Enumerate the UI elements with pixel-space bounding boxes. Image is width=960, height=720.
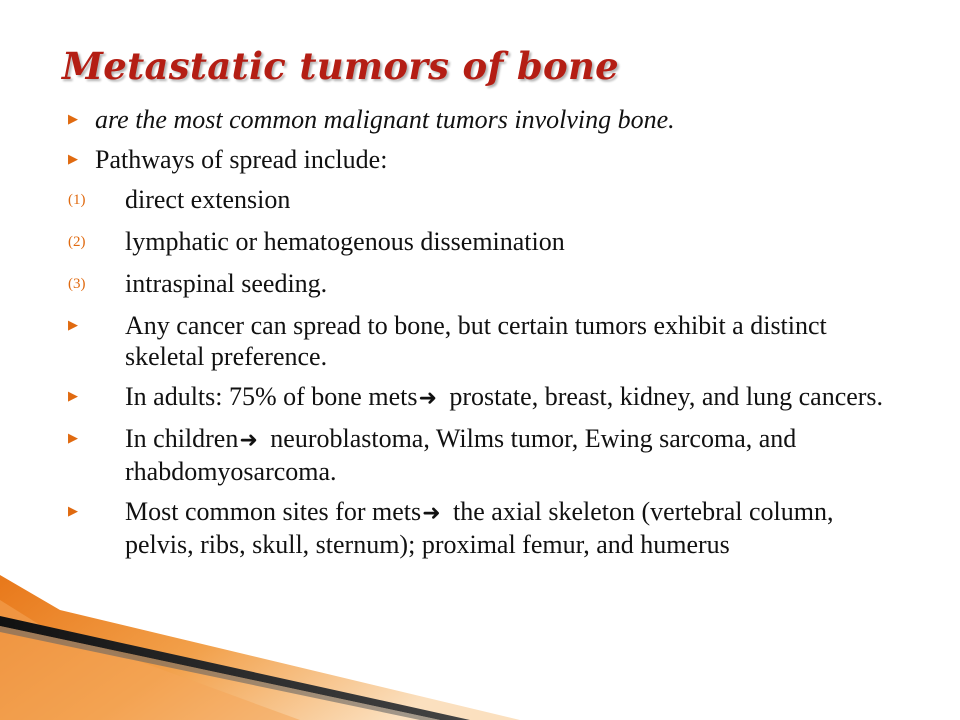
bullet-text bbox=[125, 496, 908, 560]
numbered-text: lymphatic or hematogenous dissemination bbox=[125, 227, 565, 256]
triangle-right-icon: ▶ bbox=[68, 112, 78, 127]
bullet-list bbox=[68, 104, 908, 569]
item-number: (3) bbox=[68, 276, 86, 292]
bullet-text bbox=[125, 381, 908, 414]
bullet-text bbox=[125, 423, 908, 487]
triangle-right-icon: ▶ bbox=[68, 389, 78, 404]
orange-wedge bbox=[0, 575, 520, 720]
bullet-item bbox=[68, 310, 908, 372]
bullet-text-part: In children bbox=[125, 424, 239, 453]
bullet-item bbox=[68, 381, 908, 414]
numbered-text: intraspinal seeding. bbox=[125, 269, 328, 298]
bullet-text-part: the axial skeleton (vertebral column, pelvis, ribs, skull, sternum); proximal femur, and humerus bbox=[125, 497, 834, 559]
triangle-right-icon: ▶ bbox=[68, 431, 78, 446]
item-number: (1) bbox=[68, 192, 86, 208]
arrow-right-icon: ➜ bbox=[418, 386, 437, 411]
triangle-right-icon: ▶ bbox=[68, 504, 78, 519]
bullet-item bbox=[68, 104, 908, 135]
numbered-item bbox=[68, 184, 908, 217]
triangle-right-icon: ▶ bbox=[68, 152, 78, 167]
dark-stripe bbox=[0, 616, 470, 720]
bullet-item bbox=[68, 423, 908, 487]
bullet-text-part: Most common sites for mets bbox=[125, 497, 422, 526]
bullet-text-part: In adults: 75% of bone mets bbox=[125, 382, 418, 411]
bullet-text: Any cancer can spread to bone, but certain tumors exhibit a distinct skeletal preference. bbox=[125, 311, 827, 371]
dark-stripe-shadow bbox=[0, 626, 440, 720]
orange-wedge-light bbox=[0, 600, 300, 720]
bullet-text: are the most common malignant tumors involving bone. bbox=[95, 105, 675, 134]
bullet-item bbox=[68, 144, 908, 175]
triangle-right-icon: ▶ bbox=[68, 318, 78, 333]
page-title: Metastatic tumors of bone bbox=[62, 44, 620, 88]
item-number: (2) bbox=[68, 234, 86, 250]
bullet-text: Pathways of spread include: bbox=[95, 145, 388, 174]
arrow-right-icon: ➜ bbox=[239, 428, 258, 453]
bullet-item bbox=[68, 496, 908, 560]
numbered-text: direct extension bbox=[125, 185, 291, 214]
numbered-item bbox=[68, 226, 908, 259]
arrow-right-icon: ➜ bbox=[422, 501, 441, 526]
bullet-text-part: prostate, breast, kidney, and lung cancers. bbox=[442, 382, 884, 411]
numbered-item bbox=[68, 268, 908, 301]
bullet-text-part: neuroblastoma, Wilms tumor, Ewing sarcoma, and rhabdomyosarcoma. bbox=[125, 424, 797, 486]
